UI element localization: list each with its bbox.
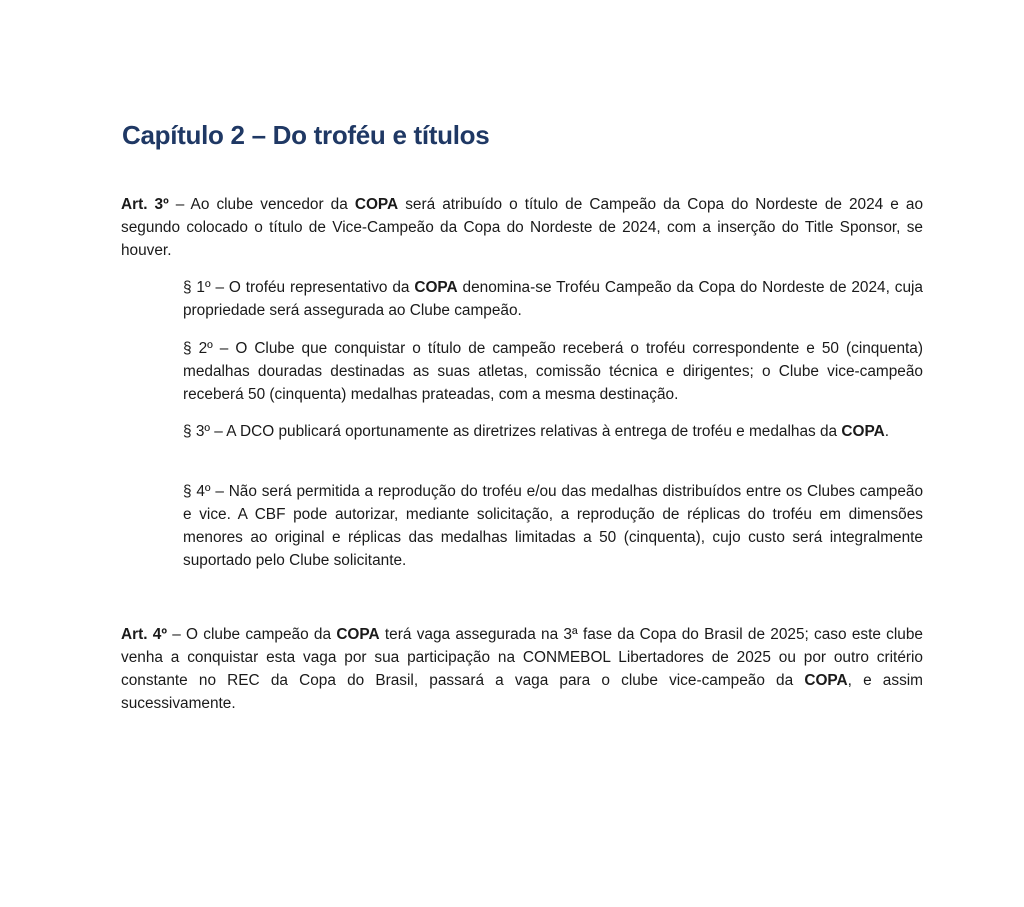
paragraph-1 (183, 276, 923, 322)
article-3-label: Art. 3º (121, 196, 169, 213)
article-4-text-part-2: terá vaga assegurada na 3ª fase da Copa do Brasil de 2025; caso este clube venha a conquistar esta vaga por sua participação na CONMEBOL Libertadores de 2025 ou por outro critério constante no REC da Copa do Brasil, passará a vaga para o clube vice-campeão da (121, 626, 923, 689)
article-3 (121, 193, 923, 262)
article-4-label: Art. 4º (121, 626, 167, 643)
copa-term: COPA (804, 672, 848, 689)
paragraph-3-text-part-2: . (884, 423, 890, 440)
article-3-text-part-1: – Ao clube vencedor da (168, 196, 355, 213)
copa-term: COPA (841, 423, 885, 440)
chapter-title: Capítulo 2 – Do troféu e títulos (122, 120, 490, 150)
article-4-text-part-1: – O clube campeão da (166, 626, 337, 643)
paragraph-1-text-part-1: § 1º – O troféu representativo da (183, 279, 415, 296)
paragraph-3 (183, 420, 923, 443)
paragraph-1-text-part-2: denomina-se Troféu Campeão da Copa do Nordeste de 2024, cuja propriedade será assegurada ao Clube campeão. (183, 279, 923, 319)
paragraph-4: § 4º – Não será permitida a reprodução do troféu e/ou das medalhas distribuídos entre os Clubes campeão e vice. A CBF pode autorizar, mediante solicitação, a reprodução de réplicas do troféu em dimensões menores ao original e réplicas das medalhas limitadas a 50 (cinquenta), cujo custo será integralmente suportado pelo Clube solicitante. (183, 483, 923, 569)
paragraph-2: § 2º – O Clube que conquistar o título de campeão receberá o troféu correspondente e 50 (cinquenta) medalhas douradas destinadas as suas atletas, comissão técnica e dirigentes; o Clube vice-campeão receberá 50 (cinquenta) medalhas prateadas, com a mesma destinação. (183, 340, 923, 403)
article-4-text-part-3: , e assim sucessivamente. (121, 672, 924, 712)
article-4 (121, 623, 923, 715)
article-3-text-part-2: será atribuído o título de Campeão da Copa do Nordeste de 2024 e ao segundo colocado o título de Vice-Campeão da Copa do Nordeste de 2024, com a inserção do Title Sponsor, se houver. (121, 196, 924, 259)
copa-term: COPA (414, 279, 458, 296)
copa-term: COPA (336, 626, 380, 643)
paragraph-3-text-part-1: § 3º – A DCO publicará oportunamente as diretrizes relativas à entrega de troféu e medalhas da (183, 423, 842, 440)
copa-term: COPA (354, 196, 399, 213)
